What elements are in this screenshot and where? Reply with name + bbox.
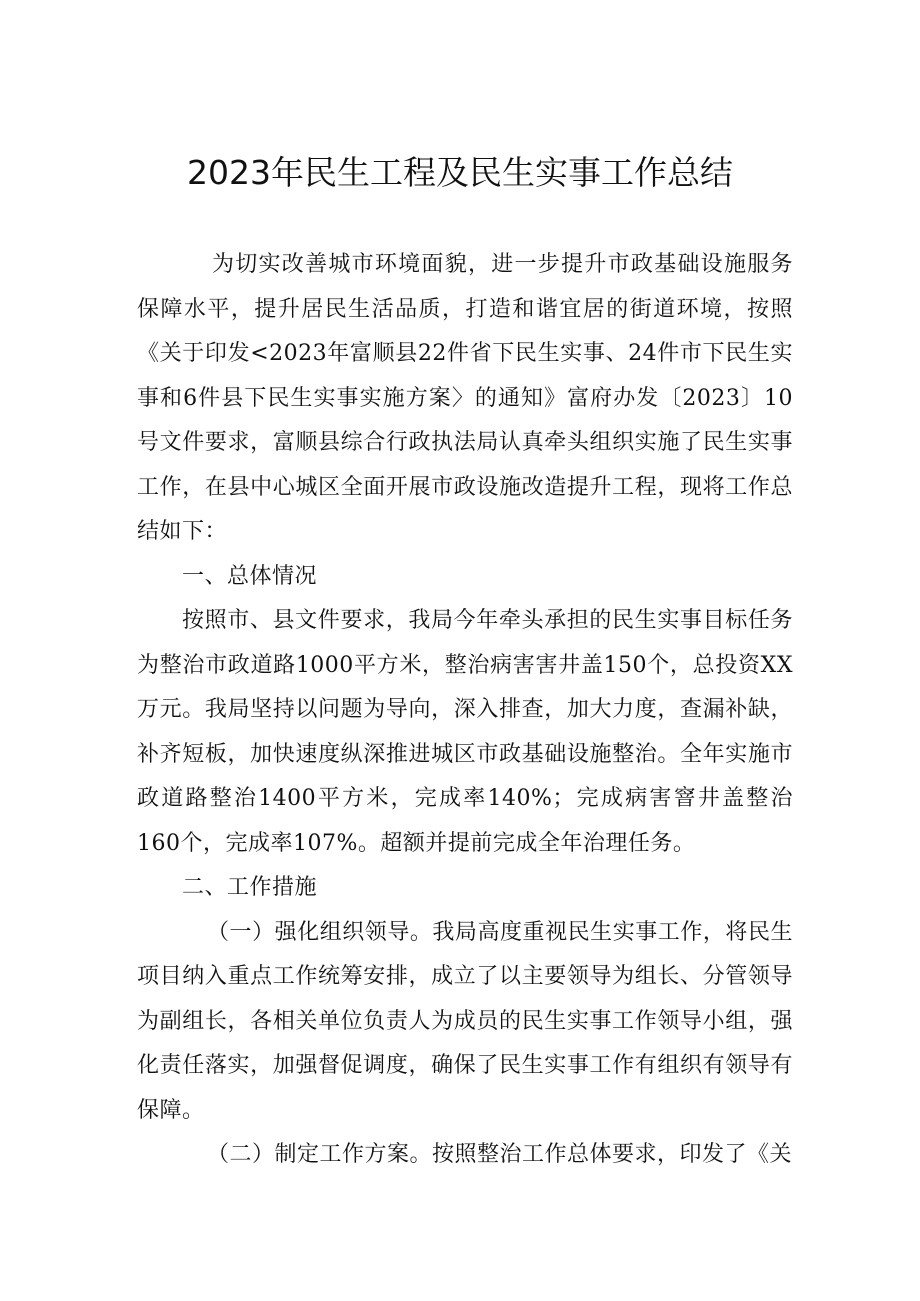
paragraph-measure-2: （二）制定工作方案。按照整治工作总体要求，印发了《关	[207, 1142, 793, 1167]
section-heading-measures: 二、工作措施	[182, 875, 318, 900]
paragraph-intro: 为切实改善城市环境面貌，进一步提升市政基础设施服务保障水平，提升居民生活品质，打造和谐宜居的街道环境，按照《关于印发<2023年富顺县22件省下民生实事、24件市下民生实事和6件县下民生实事实施方案〉的通知》富府办发〔2023〕10号文件要求，富顺县综合行政执法局认真牵头组织实施了民生实事工作，在县中心城区全面开展市政设施改造提升工程，现将工作总结如下：	[137, 252, 793, 544]
section-heading-overview: 一、总体情况	[182, 563, 318, 589]
paragraph-measure-1: （一）强化组织领导。我局高度重视民生实事工作，将民生项目纳入重点工作统筹安排，成立了以主要领导为组长、分管领导为副组长，各相关单位负责人为成员的民生实事工作领导小组，强化责任落实，加强督促调度，确保了民生实事工作有组织有领导有保障。	[137, 919, 793, 1123]
document-body	[137, 243, 793, 1178]
document-title: 2023年民生工程及民生实事工作总结	[187, 153, 733, 192]
paragraph-overview: 按照市、县文件要求，我局今年牵头承担的民生实事目标任务为整治市政道路1000平方米，整治病害害井盖150个，总投资XX万元。我局坚持以问题为导向，深入排查，加大力度，查漏补缺，补齐短板，加快速度纵深推进城区市政基础设施整治。全年实施市政道路整治1400平方米，完成率140%；完成病害窨井盖整治160个，完成率107%。超额并提前完成全年治理任务。	[137, 608, 793, 856]
